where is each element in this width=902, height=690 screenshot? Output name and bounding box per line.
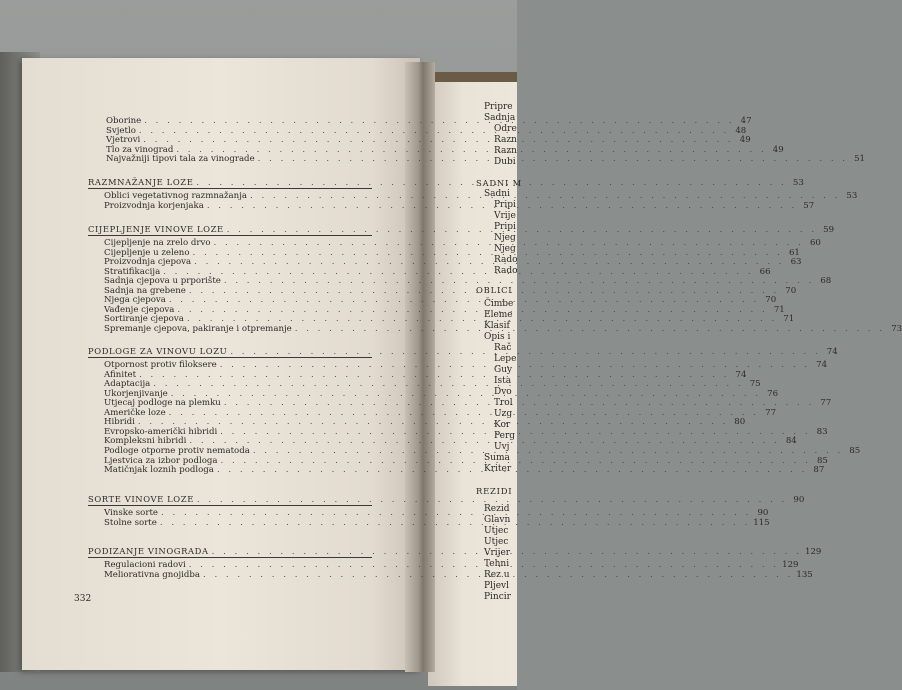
section-rule bbox=[88, 235, 372, 236]
toc-entry-title: Sadnja cjepova u prporište bbox=[104, 276, 221, 287]
leader-dots bbox=[190, 248, 786, 258]
toc-entry-page: 87 bbox=[813, 465, 825, 476]
right-toc-entry: Pripi bbox=[494, 200, 516, 210]
right-toc-entry: Uzg bbox=[494, 409, 513, 419]
leader-dots bbox=[191, 257, 787, 267]
toc-entry-page: 60 bbox=[809, 238, 821, 248]
toc-entry-page: 71 bbox=[783, 314, 795, 325]
leader-dots bbox=[166, 295, 762, 305]
right-toc-entry: Utjec bbox=[484, 537, 509, 547]
right-toc-entry: Rado bbox=[494, 255, 518, 265]
toc-entry-title: Regulacioni radovi bbox=[104, 560, 186, 570]
right-toc-entry: Lepe bbox=[494, 354, 517, 364]
leader-dots bbox=[150, 379, 746, 389]
right-toc-entry: Pripre bbox=[484, 102, 513, 112]
leader-dots bbox=[174, 305, 770, 315]
section-heading-page: 74 bbox=[826, 347, 838, 357]
right-toc-entry: Pljevl bbox=[484, 581, 510, 591]
section-heading-page: 53 bbox=[792, 178, 804, 188]
toc-entry-title: Najvažniji tipovi tala za vinograde bbox=[106, 154, 255, 165]
section-heading-title: PODLOGE ZA VINOVU LOZU bbox=[88, 346, 228, 356]
right-toc-entry: Utjec bbox=[484, 526, 509, 536]
right-toc-entry: Pripi bbox=[494, 222, 516, 232]
right-toc-entry: Dvo bbox=[494, 387, 512, 397]
right-toc-entry: Vrijer bbox=[484, 548, 511, 558]
right-section-heading: OBLICI bbox=[476, 285, 513, 295]
toc-entry-title: Oborine bbox=[106, 116, 142, 126]
leader-dots bbox=[158, 508, 754, 518]
leader-dots bbox=[140, 135, 736, 145]
toc-entry-page: 74 bbox=[735, 369, 747, 380]
toc-entry-title: Sadnja na grebene bbox=[104, 285, 186, 296]
toc-entry-title: Tlo za vinograd bbox=[106, 144, 174, 155]
toc-entry-page: 53 bbox=[846, 191, 858, 201]
toc-entry-page: 84 bbox=[785, 436, 797, 447]
section-heading-page: 129 bbox=[805, 547, 822, 557]
toc-entry-title: Adaptacija bbox=[104, 379, 151, 390]
right-toc-entry: Uvj bbox=[494, 442, 510, 452]
right-toc-entry: Rač bbox=[494, 343, 512, 353]
toc-entry-page: 49 bbox=[772, 144, 784, 155]
toc-entry-page: 85 bbox=[849, 445, 861, 456]
section-heading bbox=[88, 494, 805, 505]
toc-entry-page: 63 bbox=[790, 257, 802, 268]
right-section-heading: REZIDI bbox=[476, 486, 513, 496]
toc-entry-title: Vađenje cjepova bbox=[104, 304, 175, 315]
right-toc-entry: Trol bbox=[494, 398, 513, 408]
toc-entry-page: 57 bbox=[803, 200, 815, 211]
right-toc-entry: Eleme bbox=[484, 310, 513, 320]
toc-entry-page: 66 bbox=[759, 266, 771, 277]
right-toc-entry: Rado bbox=[494, 266, 518, 276]
toc-entry-title: Oblici vegetativnog razmnažanja bbox=[104, 191, 247, 201]
toc-entry-page: 115 bbox=[753, 517, 770, 528]
section-rule bbox=[88, 557, 372, 558]
leader-dots bbox=[247, 191, 843, 201]
toc-entry-page: 77 bbox=[765, 407, 777, 418]
toc-entry-page: 48 bbox=[735, 125, 747, 136]
toc-entry-title: Evropsko-američki hibridi bbox=[104, 426, 218, 437]
section-heading-title: CIJEPLJENJE VINOVE LOZE bbox=[88, 224, 224, 234]
section-heading-title: PODIZANJE VINOGRADA bbox=[88, 546, 209, 556]
toc-entry-page: 85 bbox=[816, 455, 828, 466]
toc-entry-title: Cijepljenje u zeleno bbox=[104, 247, 190, 258]
right-toc-entry: Tehni bbox=[484, 559, 510, 569]
toc-entry-page: 71 bbox=[773, 304, 785, 315]
toc-entry-title: Meliorativna gnojidba bbox=[104, 569, 200, 580]
toc-entry-page: 74 bbox=[816, 360, 828, 370]
toc-entry-page: 49 bbox=[739, 135, 751, 146]
right-toc-entry: Razn bbox=[494, 135, 517, 145]
toc-entry-title: Ukorjenjivanje bbox=[104, 388, 168, 399]
section-heading-title: SORTE VINOVE LOZE bbox=[88, 494, 194, 504]
right-toc-entry: Vrije bbox=[494, 211, 516, 221]
leader-dots bbox=[186, 436, 782, 446]
leader-dots bbox=[250, 446, 846, 456]
toc-entry bbox=[104, 276, 832, 287]
toc-entry-title: Matičnjak loznih podloga bbox=[104, 465, 214, 476]
toc-entry-title: Njega cjepova bbox=[104, 295, 166, 306]
right-toc-entry: Opis i bbox=[484, 332, 511, 342]
section-heading-page: 59 bbox=[823, 225, 835, 235]
leader-dots bbox=[173, 145, 769, 155]
toc-entry-title: Ljestvica za izbor podloga bbox=[104, 455, 218, 466]
toc-entry-title: Proizvodnja cjepova bbox=[104, 257, 192, 268]
toc-entry-title: Američke loze bbox=[104, 407, 166, 418]
toc-entry-title: Hibridi bbox=[104, 417, 135, 428]
toc-entry-title: Spremanje cjepova, pakiranje i otpremanje bbox=[104, 323, 292, 334]
toc-entry-page: 83 bbox=[816, 426, 828, 437]
toc-entry-title: Stolne sorte bbox=[104, 517, 157, 528]
right-toc-entry: Dubi bbox=[494, 157, 516, 167]
page-number: 332 bbox=[74, 594, 92, 604]
leader-dots bbox=[135, 417, 731, 427]
section-heading-title: RAZMNAŽANJE LOZE bbox=[88, 177, 194, 187]
toc-entry-page: 68 bbox=[820, 276, 832, 287]
toc-entry-page: 135 bbox=[796, 569, 813, 580]
right-toc-entry: Sadnja bbox=[484, 113, 516, 123]
toc-entry-page: 73 bbox=[891, 323, 902, 334]
leader-dots bbox=[168, 389, 764, 399]
right-toc-entry: Njeg bbox=[494, 233, 516, 243]
right-toc-entry: Odre bbox=[494, 124, 517, 134]
toc-entry-page: 90 bbox=[757, 508, 769, 518]
section-rule bbox=[88, 357, 372, 358]
toc-entry-title: Sortiranje cjepova bbox=[104, 314, 184, 325]
toc-entry-title: Podloge otporne protiv nematoda bbox=[104, 445, 250, 456]
leader-dots bbox=[160, 267, 756, 277]
right-toc-entry: Ista bbox=[494, 376, 512, 386]
leader-dots bbox=[255, 154, 851, 164]
toc-entry-page: 76 bbox=[767, 388, 779, 399]
right-toc-entry: Rez u bbox=[484, 570, 510, 580]
leader-dots bbox=[221, 398, 817, 408]
right-toc-entry: Sadni bbox=[484, 189, 510, 199]
right-toc-entry: Kor bbox=[494, 420, 511, 430]
right-toc-entry: Klasif bbox=[484, 321, 510, 331]
toc-entry-title: Vinske sorte bbox=[104, 508, 159, 518]
section-rule bbox=[88, 188, 372, 189]
leader-dots bbox=[184, 314, 780, 324]
toc-entry-title: Proizvodnja korjenjaka bbox=[104, 200, 204, 211]
right-toc-entry: Perg bbox=[494, 431, 516, 441]
toc-entry-page: 47 bbox=[740, 116, 752, 126]
toc-entry-page: 75 bbox=[749, 379, 761, 390]
toc-entry-page: 70 bbox=[765, 295, 777, 306]
right-toc-entry: Rezid bbox=[484, 504, 510, 514]
right-section-heading: SADNI M bbox=[476, 178, 522, 188]
leader-dots bbox=[136, 370, 732, 380]
right-toc-entry: Guy bbox=[494, 365, 513, 375]
right-toc-entry: Kriter bbox=[484, 464, 512, 474]
toc-entry-title: Cijepljenje na zrelo drvo bbox=[104, 238, 211, 248]
leader-dots bbox=[141, 116, 737, 126]
toc-entry-page: 129 bbox=[782, 560, 799, 570]
leader-dots bbox=[136, 126, 732, 136]
leader-dots bbox=[166, 408, 762, 418]
toc-entry-title: Vjetrovi bbox=[106, 135, 141, 146]
section-rule bbox=[88, 505, 372, 506]
leader-dots bbox=[292, 324, 888, 334]
leader-dots bbox=[227, 347, 823, 357]
leader-dots bbox=[221, 276, 817, 286]
right-toc-entry: Glavn bbox=[484, 515, 511, 525]
toc-entry-title: Svjetlo bbox=[106, 125, 136, 136]
leader-dots bbox=[224, 225, 820, 235]
toc-entry-title: Kompleksni hibridi bbox=[104, 436, 187, 447]
toc-entry-page: 77 bbox=[820, 398, 832, 409]
toc-entry-page: 51 bbox=[854, 154, 866, 165]
toc-entry-title: Utjecaj podloge na plemku bbox=[104, 398, 221, 409]
toc-entry-title: Afinitet bbox=[104, 369, 137, 380]
toc-entry-page: 70 bbox=[785, 285, 797, 296]
right-toc-entry: Razn bbox=[494, 146, 517, 156]
right-toc-entry: Čimbe bbox=[484, 299, 514, 309]
right-toc-entry: Njeg bbox=[494, 244, 516, 254]
section-heading-page: 90 bbox=[793, 495, 805, 505]
toc-entry-page: 80 bbox=[734, 417, 746, 428]
right-toc-entry: Suma bbox=[484, 453, 510, 463]
toc-entry-title: Otpornost protiv filoksere bbox=[104, 360, 217, 370]
toc-entry-page: 61 bbox=[788, 247, 800, 258]
right-toc-entry: Pincir bbox=[484, 592, 511, 602]
leader-dots bbox=[157, 518, 753, 528]
toc-entry-title: Stratifikacija bbox=[104, 266, 161, 277]
